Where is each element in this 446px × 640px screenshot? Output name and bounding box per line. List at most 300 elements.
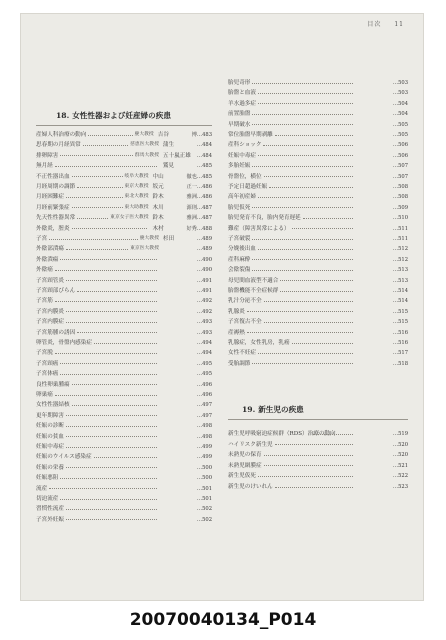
- toc-entry: [36, 182, 212, 192]
- leader-dots: [258, 249, 353, 250]
- entry-page: …512: [392, 246, 408, 253]
- entry-page: …499: [196, 454, 212, 461]
- entry-title: 新生児のけいれん: [228, 484, 273, 490]
- toc-entry: [228, 120, 408, 130]
- toc-entry: [36, 265, 212, 275]
- entry-title: 子宮頸部びらん: [36, 288, 76, 294]
- entry-page: …497: [196, 412, 212, 419]
- header-label: 目次: [367, 21, 382, 28]
- entry-page: …490: [196, 256, 212, 263]
- toc-entry: [228, 182, 408, 192]
- leader-dots: [66, 311, 157, 312]
- toc-entry: [36, 276, 212, 286]
- entry-page: …513: [392, 267, 408, 274]
- toc-entry: [228, 140, 408, 150]
- toc-entry: [36, 484, 212, 494]
- entry-author: 鈴木: [152, 194, 164, 201]
- page-header: [367, 19, 404, 28]
- entry-page: …490: [196, 267, 212, 274]
- entry-title: 流産: [36, 485, 48, 492]
- toc-entry: [36, 172, 212, 182]
- entry-page: …505: [392, 132, 408, 138]
- entry-title: 女性性器結核: [36, 402, 70, 409]
- toc-entry: [36, 400, 212, 410]
- leader-dots: [275, 444, 353, 445]
- entry-author: 五十嵐正雄: [162, 152, 191, 159]
- toc-entry: [228, 161, 408, 171]
- entry-title: 羊水過多症: [228, 100, 256, 107]
- toc-entry: [228, 99, 408, 109]
- leader-dots: [66, 249, 128, 250]
- leader-dots: [247, 311, 353, 312]
- leader-dots: [258, 197, 353, 198]
- entry-page: 博…483: [191, 132, 212, 138]
- leader-dots: [252, 363, 353, 364]
- leader-dots: [264, 176, 353, 177]
- entry-title: 子宮頸癌: [36, 360, 59, 367]
- leader-dots: [264, 455, 353, 456]
- entry-title: 産婦人科治療の動向: [36, 132, 87, 138]
- entry-title: 妊娠のウイルス感染症: [36, 454, 92, 461]
- entry-title: 子宮頸管炎: [36, 277, 64, 284]
- entry-page: …498: [196, 423, 212, 430]
- toc-entry: [36, 494, 212, 504]
- entry-page: …506: [392, 152, 408, 159]
- entry-page: 源則…487: [186, 204, 212, 211]
- toc-entry: [228, 151, 408, 161]
- entry-title: 難産（障害異常による）: [228, 225, 290, 232]
- entry-title: 早期破水: [228, 121, 251, 128]
- leader-dots: [60, 363, 157, 364]
- leader-dots: [49, 239, 138, 240]
- toc-entry: [228, 482, 408, 492]
- entry-page: …511: [392, 225, 408, 232]
- entry-page: …516: [392, 329, 408, 336]
- entry-page: …489: [196, 246, 212, 253]
- leader-dots: [269, 187, 353, 188]
- entry-page: …504: [392, 100, 408, 107]
- leader-dots: [66, 467, 157, 468]
- entry-title: 子宮内膜炎: [36, 308, 64, 315]
- entry-title: 外陰潰瘍: [36, 256, 59, 263]
- entry-page: …494: [196, 350, 212, 357]
- entry-title: 乳汁分泌不全: [228, 298, 262, 305]
- entry-page: …511: [392, 236, 408, 242]
- entry-title: 乳腺症，女性乳房，乳癌: [228, 340, 290, 346]
- leader-dots: [263, 145, 352, 146]
- toc-entry: [228, 317, 408, 327]
- entry-page: …499: [196, 444, 212, 450]
- leader-dots: [252, 114, 353, 115]
- leader-dots: [258, 103, 353, 104]
- leader-dots: [60, 259, 157, 260]
- leader-dots: [60, 155, 133, 156]
- entry-page: …493: [196, 329, 212, 336]
- entry-page: …495: [196, 360, 212, 367]
- leader-dots: [252, 124, 353, 125]
- entry-page: …491: [196, 277, 212, 284]
- toc-entry: [228, 440, 408, 450]
- leader-dots: [77, 332, 157, 333]
- entry-title: 先天性性器異常: [36, 215, 76, 222]
- leader-dots: [55, 270, 157, 271]
- toc-entry: [36, 317, 212, 327]
- entry-title: 月経困難症: [36, 194, 64, 201]
- entry-author: 杉田: [162, 236, 175, 242]
- entry-page: …484: [196, 152, 212, 159]
- entry-page: …513: [392, 277, 408, 284]
- entry-title: 子宮復古不全: [228, 319, 262, 326]
- header-page-number: 11: [394, 21, 404, 28]
- entry-title: 排卵障害: [36, 152, 59, 159]
- entry-title: 胎児奇形: [228, 80, 251, 86]
- leader-dots: [66, 436, 157, 437]
- entry-page: 徹也…485: [186, 173, 212, 180]
- toc-entry: [36, 224, 212, 234]
- entry-page: …521: [392, 462, 408, 469]
- entry-affiliation: 慶大教授: [134, 132, 154, 137]
- entry-title: 高年初産婦: [228, 194, 256, 201]
- entry-page: …520: [392, 441, 408, 448]
- leader-dots: [275, 135, 353, 136]
- leader-dots: [258, 155, 353, 156]
- leader-dots: [66, 280, 157, 281]
- entry-page: …484: [196, 142, 212, 149]
- section-18-title: [56, 110, 171, 121]
- entry-page: …507: [392, 163, 408, 170]
- leader-dots: [77, 291, 157, 292]
- toc-entry: [36, 286, 212, 296]
- entry-page: …509: [392, 204, 408, 211]
- leader-dots: [252, 270, 353, 271]
- entry-affiliation: 東大助教授: [124, 204, 149, 210]
- entry-page: …498: [196, 433, 212, 440]
- entry-title: 外陰癌: [36, 267, 53, 274]
- toc-entry: [228, 255, 408, 265]
- toc-entry: [36, 515, 212, 525]
- entry-page: …523: [392, 484, 408, 490]
- toc-entry: [36, 244, 212, 254]
- leader-dots: [258, 476, 353, 477]
- section-rule: [36, 125, 212, 126]
- leader-dots: [252, 166, 353, 167]
- entry-affiliation: 群馬大教授: [134, 152, 159, 158]
- entry-page: …517: [392, 350, 408, 357]
- section-number: 19.: [242, 405, 256, 414]
- entry-title: 分娩後出血: [228, 246, 256, 253]
- leader-dots: [66, 426, 157, 427]
- entry-title: 子宮筋: [36, 298, 53, 305]
- leader-dots: [94, 457, 157, 458]
- toc-entry: [228, 450, 408, 460]
- leader-dots: [292, 228, 353, 229]
- entry-author: 木村: [152, 225, 164, 232]
- image-caption: 20070040134_P014: [129, 610, 317, 630]
- leader-dots: [66, 322, 157, 323]
- entry-title: 思春期の月経異常: [36, 142, 81, 149]
- entry-title: 子宮体癌: [36, 371, 59, 378]
- toc-entry: [36, 463, 212, 473]
- leader-dots: [94, 343, 157, 344]
- section-number: 18.: [56, 111, 70, 120]
- leader-dots: [66, 447, 157, 448]
- toc-entry: [36, 432, 212, 442]
- entry-page: 正一…486: [186, 184, 212, 190]
- leader-dots: [258, 93, 353, 94]
- toc-entry: [228, 286, 408, 296]
- entry-title: 産科ショック: [228, 142, 262, 149]
- leader-dots: [66, 519, 157, 520]
- leader-dots: [55, 301, 157, 302]
- entry-title: 妊娠悪阻: [36, 475, 59, 482]
- leader-dots: [280, 291, 353, 292]
- toc-entry: [228, 429, 408, 439]
- leader-dots: [83, 145, 128, 146]
- entry-page: …502: [196, 516, 212, 523]
- leader-dots: [60, 478, 157, 479]
- toc-entry: [36, 234, 212, 244]
- leader-dots: [77, 218, 108, 219]
- entry-title: 子宮筋腫の誘因: [36, 329, 76, 336]
- toc-entry: [228, 359, 408, 369]
- toc-entry: [36, 473, 212, 483]
- leader-dots: [252, 83, 353, 84]
- toc-entry: [228, 224, 408, 234]
- entry-title: 切迫流産: [36, 496, 59, 502]
- leader-dots: [292, 343, 353, 344]
- entry-page: 雅洲…487: [186, 215, 212, 222]
- leader-dots: [60, 374, 157, 375]
- toc-entry: [228, 244, 408, 254]
- toc-entry: [36, 369, 212, 379]
- toc-entry: [36, 390, 212, 400]
- toc-entry: [36, 359, 212, 369]
- entry-affiliation: 東京大教授: [124, 184, 149, 189]
- leader-dots: [66, 415, 157, 416]
- entry-title: 胎児仮死: [228, 204, 251, 211]
- entry-page: …495: [196, 371, 212, 378]
- entry-affiliation: 岐阜大教授: [124, 173, 149, 179]
- section-rule: [228, 419, 408, 420]
- entry-title: 乳腺炎: [228, 308, 245, 315]
- leader-dots: [66, 197, 123, 198]
- toc-entry: [36, 348, 212, 358]
- leader-dots: [258, 353, 353, 354]
- entry-page: …515: [392, 319, 408, 326]
- entry-title: 妊娠の栄養: [36, 464, 64, 471]
- leader-dots: [55, 353, 157, 354]
- entry-page: …489: [196, 236, 212, 242]
- leader-dots: [49, 488, 157, 489]
- entry-title: 前置胎盤: [228, 111, 251, 118]
- entry-page: …497: [196, 402, 212, 409]
- toc-entry: [36, 338, 212, 348]
- entry-title: 外陰部潰瘍: [36, 246, 64, 253]
- entry-page: …515: [392, 308, 408, 315]
- entry-page: …485: [196, 163, 212, 170]
- entry-affiliation: 東京医大教授: [130, 246, 159, 252]
- leader-dots: [275, 487, 353, 488]
- leader-dots: [88, 135, 132, 136]
- toc-entry: [36, 213, 212, 223]
- entry-title: 子宮脱: [36, 350, 53, 357]
- leader-dots: [72, 176, 123, 177]
- entry-title: 産褥熱: [228, 329, 245, 336]
- leader-dots: [280, 280, 353, 281]
- entry-title: 妊娠の貧血: [36, 433, 64, 440]
- toc-entry: [228, 265, 408, 275]
- entry-page: …496: [196, 392, 212, 398]
- toc-entry: [228, 348, 408, 358]
- entry-page: …502: [196, 506, 212, 513]
- entry-title: 胎盤機能不全症候群: [228, 288, 279, 294]
- toc-entry: [228, 461, 408, 471]
- entry-author: 木川: [152, 204, 164, 211]
- entry-title: 良性卵巣腫瘍: [36, 381, 70, 388]
- entry-title: 受胎調節: [228, 360, 251, 367]
- entry-page: …508: [392, 194, 408, 201]
- entry-page: …503: [392, 90, 408, 97]
- leader-dots: [247, 332, 353, 333]
- toc-entry: [228, 276, 408, 286]
- leader-dots: [55, 395, 157, 396]
- toc-entry: [36, 504, 212, 514]
- entry-title: 妊娠の診断: [36, 423, 64, 430]
- entry-title: 卵管炎，骨盤内感染症: [36, 340, 92, 346]
- entry-page: …493: [196, 319, 212, 326]
- entry-title: 新生児仮死: [228, 473, 256, 480]
- toc-entry: [228, 192, 408, 202]
- entry-page: …507: [392, 173, 408, 180]
- entry-title: ハイリスク新生児: [228, 441, 273, 448]
- leader-dots: [264, 301, 353, 302]
- toc-entry: [36, 130, 212, 140]
- entry-page: …512: [392, 256, 408, 263]
- entry-page: …492: [196, 308, 212, 315]
- entry-title: 外陰炎，腟炎: [36, 225, 70, 232]
- leader-dots: [303, 218, 353, 219]
- toc-entry: [36, 442, 212, 452]
- toc-entry: [36, 307, 212, 317]
- toc-entry: [228, 78, 408, 88]
- leader-dots: [72, 207, 123, 208]
- entry-page: …501: [196, 485, 212, 492]
- toc-entry: [228, 338, 408, 348]
- leader-dots: [66, 509, 157, 510]
- entry-page: 雅洲…486: [186, 194, 212, 201]
- entry-page: …496: [196, 381, 212, 388]
- entry-title: 胎盤と血液: [228, 90, 256, 97]
- entry-title: 未熟児網膜症: [228, 462, 262, 469]
- entry-author: 鷲見: [162, 163, 175, 170]
- leader-dots: [264, 465, 353, 466]
- toc-entry: [228, 130, 408, 140]
- toc-entry: [228, 328, 408, 338]
- entry-page: 好秀…488: [186, 225, 212, 232]
- entry-page: …505: [392, 121, 408, 128]
- entry-page: …519: [392, 431, 408, 437]
- toc-entry: [228, 296, 408, 306]
- entry-page: …518: [392, 360, 408, 367]
- entry-page: …500: [196, 475, 212, 482]
- entry-title: 骨盤位，横位: [228, 173, 262, 180]
- entry-title: 会陰裂傷: [228, 267, 251, 274]
- entry-page: …491: [196, 288, 212, 294]
- toc-entry: [36, 203, 212, 213]
- scanned-page: [20, 13, 424, 601]
- leader-dots: [252, 207, 353, 208]
- toc-entry: [36, 421, 212, 431]
- toc-entry: [36, 140, 212, 150]
- leader-dots: [252, 259, 353, 260]
- toc-entry: [228, 88, 408, 98]
- entry-page: …494: [196, 340, 212, 346]
- entry-title: 無月経: [36, 163, 53, 170]
- entry-page: …504: [392, 111, 408, 118]
- entry-page: …492: [196, 298, 212, 305]
- entry-author: 中山: [152, 173, 164, 180]
- entry-page: …514: [392, 298, 408, 305]
- entry-title: 女性不妊症: [228, 350, 256, 357]
- entry-title: 母児間血液型不適合: [228, 277, 279, 284]
- toc-entry: [228, 234, 408, 244]
- section-title-text: 女性性器および妊産婦の疾患: [72, 111, 171, 120]
- entry-page: …520: [392, 452, 408, 459]
- leader-dots: [313, 434, 353, 435]
- leader-dots: [252, 239, 353, 240]
- entry-page: …506: [392, 142, 408, 149]
- section-title-text: 新生児の疾患: [258, 405, 304, 414]
- entry-affiliation: 慶大教授: [139, 236, 159, 241]
- leader-dots: [72, 228, 147, 229]
- entry-page: …522: [392, 473, 408, 480]
- entry-page: …514: [392, 288, 408, 294]
- entry-title: 子宮: [36, 236, 48, 242]
- entry-affiliation: 東京女子医大教授: [110, 215, 149, 221]
- entry-title: 妊娠中毒症: [36, 444, 64, 450]
- toc-entry: [36, 255, 212, 265]
- entry-affiliation: 慈恵医大教授: [130, 142, 159, 148]
- entry-title: 新生児呼吸窮迫症候群（RDS）治療の動向: [228, 431, 336, 437]
- toc-entry: [228, 203, 408, 213]
- toc-entry: [36, 296, 212, 306]
- entry-page: …510: [392, 215, 408, 222]
- toc-entry: [36, 411, 212, 421]
- entry-title: 予定日超過妊娠: [228, 184, 268, 190]
- toc-entry: [228, 109, 408, 119]
- toc-entry: [228, 213, 408, 223]
- toc-entry: [36, 328, 212, 338]
- toc-entry: [228, 307, 408, 317]
- leader-dots: [55, 166, 157, 167]
- toc-entry: [228, 471, 408, 481]
- entry-page: …508: [392, 184, 408, 190]
- toc-entry: [36, 452, 212, 462]
- entry-title: 月経周期の調節: [36, 184, 76, 190]
- entry-title: 習慣性流産: [36, 506, 64, 513]
- entry-author: 蒲生: [162, 142, 175, 149]
- entry-page: …516: [392, 340, 408, 346]
- entry-title: 卵巣癌: [36, 392, 53, 398]
- entry-title: 子宮外妊娠: [36, 516, 64, 523]
- entry-title: 子宮破裂: [228, 236, 251, 242]
- entry-title: 月経前緊張症: [36, 204, 70, 211]
- entry-title: 多胎妊娠: [228, 163, 251, 170]
- leader-dots: [77, 187, 122, 188]
- entry-title: 更年期障害: [36, 412, 64, 419]
- entry-title: 不正性器出血: [36, 173, 70, 180]
- entry-author: 吉谷: [157, 132, 169, 138]
